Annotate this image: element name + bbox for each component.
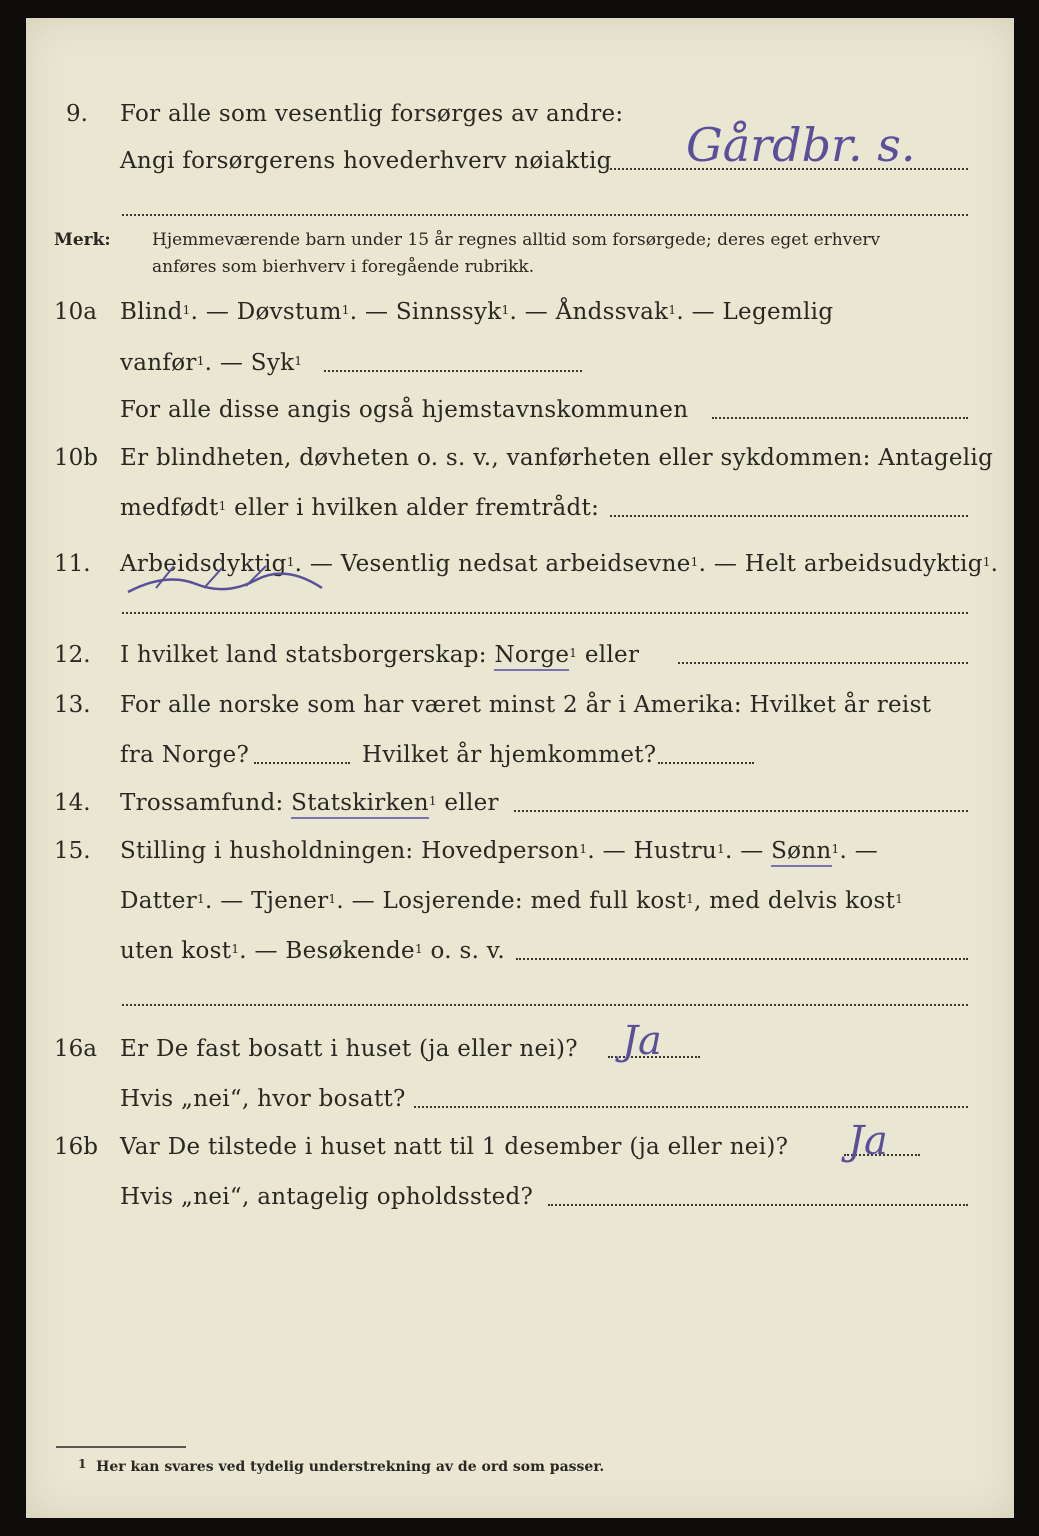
- q10a-answer-line: [324, 370, 582, 372]
- merk-label: Merk:: [54, 230, 111, 250]
- q10a-line3: For alle disse angis også hjemstavnskommunen: [120, 397, 689, 423]
- q14-number: 14.: [54, 790, 91, 816]
- q16b-line2: Hvis „nei“, antagelig opholdssted?: [120, 1184, 534, 1210]
- q16a-handwritten-answer: Ja: [622, 1018, 662, 1064]
- merk-line2: anføres som bierhverv i foregående rubrikk.: [152, 257, 535, 277]
- q10a-number: 10a: [54, 299, 97, 325]
- q13-hjemkommet-line: [658, 762, 754, 764]
- footnote-text: $^1$ Her kan svares ved tydelig understrekning av de ord som passer.: [78, 1457, 605, 1475]
- q11-number: 11.: [54, 551, 91, 577]
- census-form-page: [26, 18, 1014, 1518]
- q13-line2a: fra Norge?: [120, 742, 250, 768]
- q11-handwritten-mark: [126, 558, 326, 598]
- q9-line2: Angi forsørgerens hovederhverv nøiaktig: [120, 148, 612, 174]
- q11-line1: Arbeidsdyktig$^1$. — Vesentlig nedsat arbeidsevne$^1$. — Helt arbeidsudyktig$^1$.: [120, 551, 999, 577]
- q14-line1: Trossamfund: Statskirken$^1$ eller: [120, 788, 499, 818]
- q12-line1: I hvilket land statsborgerskap: Norge$^1$ eller: [120, 640, 639, 670]
- q16b-number: 16b: [54, 1134, 98, 1160]
- q10a-kommune-line: [712, 417, 968, 419]
- q13-number: 13.: [54, 692, 91, 718]
- q10a-line2: vanfør$^1$. — Syk$^1$: [120, 350, 303, 376]
- q11-separator: [122, 612, 968, 614]
- q10b-answer-line: [610, 515, 968, 517]
- q15-number: 15.: [54, 838, 91, 864]
- q13-line1: For alle norske som har været minst 2 år i Amerika: Hvilket år reist: [120, 692, 932, 718]
- footnote-rule: [56, 1446, 186, 1448]
- q16a-number: 16a: [54, 1036, 97, 1062]
- q16b-opphold-line: [548, 1204, 968, 1206]
- q9-number: 9.: [66, 101, 88, 127]
- q16a-line2: Hvis „nei“, hvor bosatt?: [120, 1086, 406, 1112]
- q9-separator: [122, 214, 968, 216]
- q9-line1: For alle som vesentlig forsørges av andre:: [120, 101, 624, 127]
- q13-line2b: Hvilket år hjemkommet?: [362, 742, 657, 768]
- q15-answer-line: [516, 958, 968, 960]
- q10a-line1: Blind$^1$. — Døvstum$^1$. — Sinnssyk$^1$. — Åndssvak$^1$. — Legemlig: [120, 299, 834, 325]
- q15-separator: [122, 1004, 968, 1006]
- merk-line1: Hjemmeværende barn under 15 år regnes alltid som forsørgede; deres eget erhverv: [152, 230, 881, 250]
- q15-line2: Datter$^1$. — Tjener$^1$. — Losjerende: med full kost$^1$, med delvis kost$^1$: [120, 888, 904, 914]
- q12-answer-line: [678, 662, 968, 664]
- q16a-bosatt-line: [414, 1106, 968, 1108]
- q10b-line1: Er blindheten, døvheten o. s. v., vanførheten eller sykdommen: Antagelig: [120, 445, 994, 471]
- q15-line1: Stilling i husholdningen: Hovedperson$^1$. — Hustru$^1$. — Sønn$^1$. —: [120, 836, 878, 866]
- q15-line3: uten kost$^1$. — Besøkende$^1$ o. s. v.: [120, 938, 505, 964]
- q16a-line1: Er De fast bosatt i huset (ja eller nei)?: [120, 1036, 578, 1062]
- q13-reist-line: [254, 762, 350, 764]
- q9-handwritten-answer: Gårdbr. s.: [686, 118, 916, 172]
- q12-number: 12.: [54, 642, 91, 668]
- q14-answer-line: [514, 810, 968, 812]
- q16b-handwritten-answer: Ja: [848, 1118, 888, 1164]
- q10b-number: 10b: [54, 445, 98, 471]
- q10b-line2: medfødt$^1$ eller i hvilken alder fremtrådt:: [120, 495, 600, 521]
- q16b-line1: Var De tilstede i huset natt til 1 desember (ja eller nei)?: [120, 1134, 789, 1160]
